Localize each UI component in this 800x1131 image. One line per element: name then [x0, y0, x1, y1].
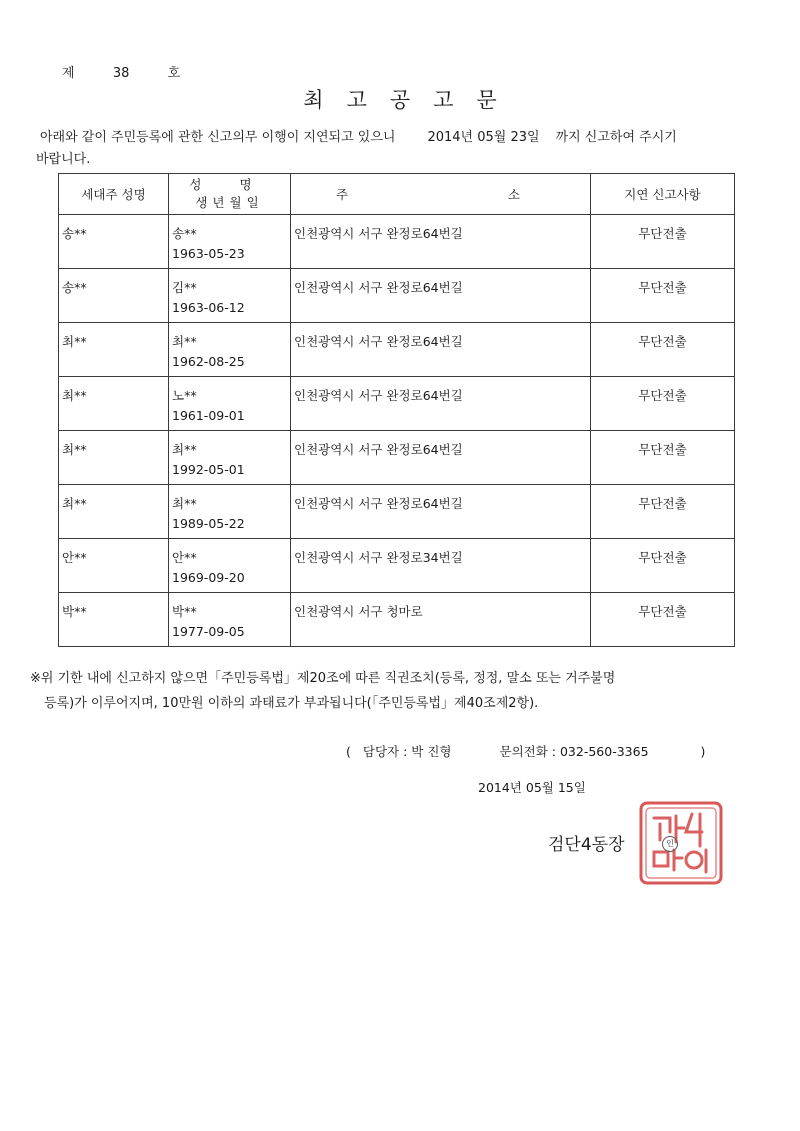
- status: 무단전출: [638, 442, 687, 457]
- doc-number-value: 38: [112, 66, 130, 81]
- intro-line-2: 바랍니다.: [36, 152, 91, 167]
- cell-address: [291, 485, 591, 539]
- member-dob: 1962-08-25: [172, 354, 245, 369]
- cell-status: [591, 269, 735, 323]
- household-head: 송**: [62, 226, 87, 241]
- header-address: [291, 174, 591, 215]
- cell-name-dob: [169, 593, 291, 647]
- table-row: [59, 593, 735, 647]
- doc-number-prefix: 제: [62, 66, 75, 81]
- household-head: 송**: [62, 280, 87, 295]
- table-body: [59, 215, 735, 647]
- address: 인천광역시 서구 완정로64번길: [294, 280, 463, 295]
- header-name: 성명: [189, 177, 290, 192]
- note-line-2: 등록)가 이루어지며, 10만원 이하의 과태료가 부과됩니다(「주민등록법」제40조제2항).: [44, 696, 539, 711]
- status: 무단전출: [638, 226, 687, 241]
- household-head: 최**: [62, 496, 87, 511]
- cell-address: [291, 377, 591, 431]
- household-head: 최**: [62, 388, 87, 403]
- cell-household-head: [59, 323, 169, 377]
- status: 무단전출: [638, 604, 687, 619]
- contact-manager-label: 담당자 :: [362, 744, 408, 759]
- member-dob: 1961-09-01: [172, 408, 245, 423]
- address: 인천광역시 서구 완정로64번길: [294, 496, 463, 511]
- cell-household-head: [59, 539, 169, 593]
- table-row: [59, 431, 735, 485]
- table-row: [59, 485, 735, 539]
- cell-household-head: [59, 269, 169, 323]
- address: 인천광역시 서구 완정로64번길: [294, 334, 463, 349]
- table-row: [59, 377, 735, 431]
- member-dob: 1963-06-12: [172, 300, 245, 315]
- cell-name-dob: [169, 269, 291, 323]
- member-dob: 1969-09-20: [172, 570, 245, 585]
- table-row: [59, 269, 735, 323]
- member-dob: 1963-05-23: [172, 246, 245, 261]
- address: 인천광역시 서구 완정로64번길: [294, 388, 463, 403]
- cell-status: [591, 539, 735, 593]
- cell-name-dob: [169, 215, 291, 269]
- header-address-a: 주: [336, 187, 349, 202]
- page-title: 최고공고문: [303, 88, 520, 112]
- cell-address: [291, 431, 591, 485]
- intro-text-a: 아래와 같이 주민등록에 관한 신고의무 이행이 지연되고 있으니: [40, 130, 396, 145]
- cell-address: [291, 269, 591, 323]
- header-status: 지연 신고사항: [591, 174, 735, 215]
- member-name: 김**: [172, 280, 197, 295]
- contact-phone: 032-560-3365: [559, 744, 649, 759]
- cell-name-dob: [169, 485, 291, 539]
- table-row: [59, 323, 735, 377]
- cell-name-dob: [169, 539, 291, 593]
- member-dob: 1989-05-22: [172, 516, 245, 531]
- cell-address: [291, 215, 591, 269]
- intro-deadline: 2014년 05월 23일: [427, 130, 540, 145]
- cell-status: [591, 215, 735, 269]
- intro-line-1: [40, 126, 677, 145]
- table-header-row: [59, 174, 735, 215]
- address: 인천광역시 서구 완정로64번길: [294, 226, 463, 241]
- cell-status: [591, 323, 735, 377]
- contact-info: [346, 742, 705, 760]
- notice-table: [58, 173, 735, 647]
- table-row: [59, 215, 735, 269]
- header-name-dob: [169, 174, 291, 215]
- cell-status: [591, 485, 735, 539]
- status: 무단전출: [638, 334, 687, 349]
- cell-status: [591, 593, 735, 647]
- doc-number-suffix: 호: [167, 66, 181, 81]
- household-head: 안**: [62, 550, 87, 565]
- cell-status: [591, 377, 735, 431]
- cell-address: [291, 593, 591, 647]
- member-name: 안**: [172, 550, 197, 565]
- household-head: 박**: [62, 604, 87, 619]
- cell-household-head: [59, 215, 169, 269]
- status: 무단전출: [638, 280, 687, 295]
- address: 인천광역시 서구 완정로34번길: [294, 550, 463, 565]
- member-name: 최**: [172, 442, 197, 457]
- table-row: [59, 539, 735, 593]
- issue-date: 2014년 05월 15일: [478, 780, 586, 795]
- contact-manager: 박 진형: [411, 744, 452, 759]
- signature-office: 검단4동장: [548, 835, 625, 855]
- member-name: 송**: [172, 226, 197, 241]
- household-head: 최**: [62, 334, 87, 349]
- header-address-b: 소: [507, 187, 520, 202]
- status: 무단전출: [638, 496, 687, 511]
- cell-name-dob: [169, 431, 291, 485]
- cell-household-head: [59, 431, 169, 485]
- address: 인천광역시 서구 완정로64번길: [294, 442, 463, 457]
- document-number: [62, 62, 180, 81]
- seal-mark: 인: [662, 836, 678, 852]
- household-head: 최**: [62, 442, 87, 457]
- note-line-1: ※위 기한 내에 신고하지 않으면「주민등록법」제20조에 따른 직권조치(등록, 정정, 말소 또는 거주불명: [30, 671, 616, 686]
- member-dob: 1977-09-05: [172, 624, 245, 639]
- contact-phone-label: 문의전화 :: [499, 744, 556, 759]
- intro-text-b: 까지 신고하여 주시기: [555, 130, 677, 145]
- cell-address: [291, 323, 591, 377]
- cell-household-head: [59, 593, 169, 647]
- header-dob: 생년월일: [195, 195, 264, 210]
- cell-name-dob: [169, 377, 291, 431]
- status: 무단전출: [638, 388, 687, 403]
- cell-household-head: [59, 485, 169, 539]
- cell-address: [291, 539, 591, 593]
- contact-open-paren: (: [346, 744, 351, 759]
- cell-household-head: [59, 377, 169, 431]
- member-name: 최**: [172, 334, 197, 349]
- cell-status: [591, 431, 735, 485]
- cell-name-dob: [169, 323, 291, 377]
- status: 무단전출: [638, 550, 687, 565]
- member-name: 박**: [172, 604, 197, 619]
- address: 인천광역시 서구 청마로: [294, 604, 423, 619]
- member-name: 노**: [172, 388, 197, 403]
- contact-close-paren: ): [700, 744, 706, 759]
- official-seal: [638, 800, 724, 886]
- header-household-head: 세대주 성명: [59, 174, 169, 215]
- member-dob: 1992-05-01: [172, 462, 245, 477]
- member-name: 최**: [172, 496, 197, 511]
